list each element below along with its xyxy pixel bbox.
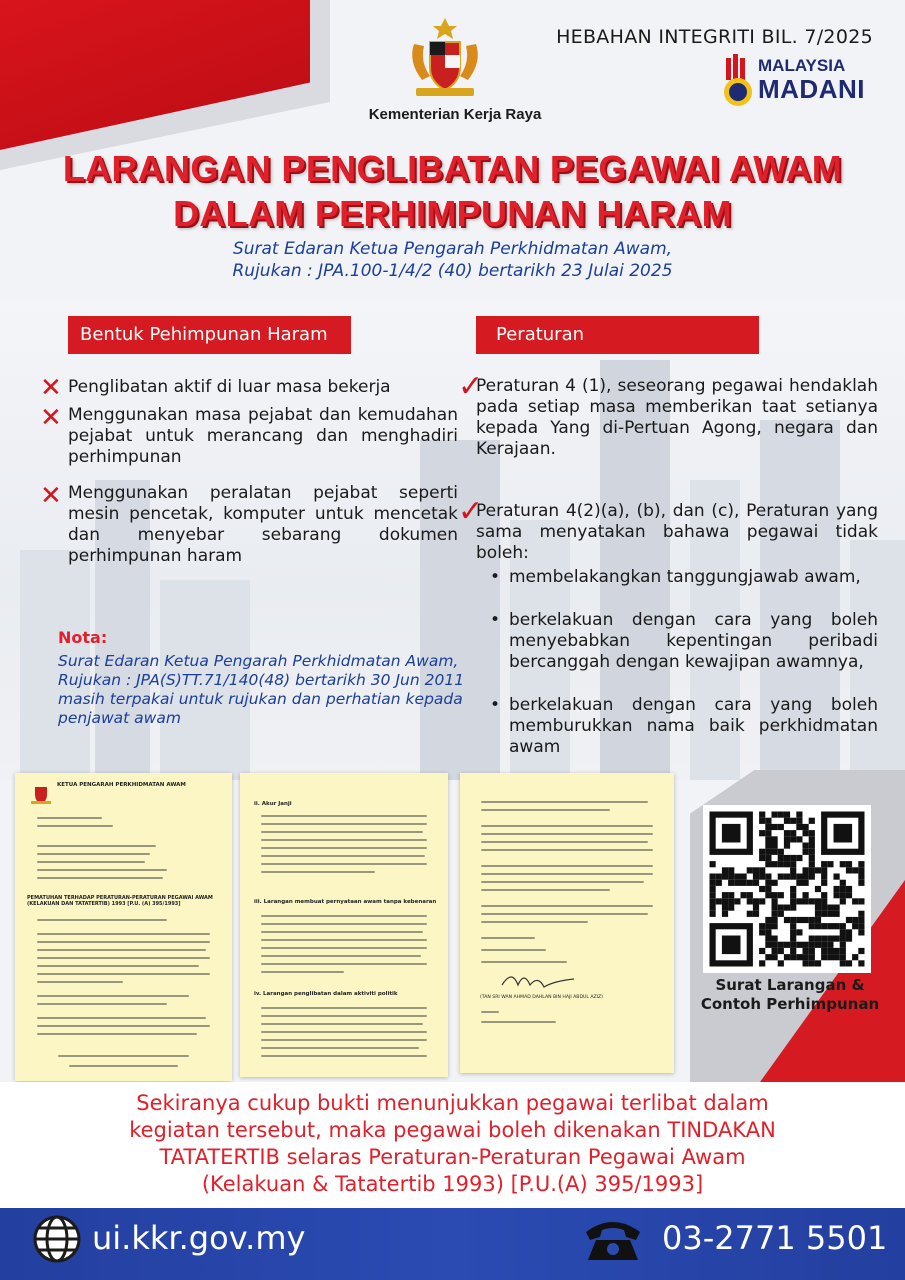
text-line: [481, 873, 652, 875]
text-line: [481, 889, 609, 891]
crest-icon: [29, 783, 53, 805]
bullet-dot: •: [490, 610, 501, 630]
section-heading-forms: Bentuk Pehimpunan Haram: [68, 316, 351, 354]
text-line: [261, 963, 427, 965]
doc2-section-2: iii. Larangan membuat pernyataan awam tanpa kebenaran: [254, 899, 437, 905]
coat-of-arms-icon: [400, 14, 490, 104]
text-line: [261, 939, 427, 941]
text-line: [261, 931, 423, 933]
text-line: [261, 1015, 427, 1017]
qr-caption: Surat Larangan & Contoh Perhimpunan: [700, 976, 880, 1013]
text-line: [37, 919, 167, 921]
document-page-3: [460, 773, 674, 1073]
text-line: [37, 869, 167, 871]
text-line: [261, 915, 427, 917]
regulation-bullet: berkelakuan dengan cara yang boleh memburukkan nama baik perkhidmatan awam: [509, 695, 878, 757]
text-line: [261, 855, 425, 857]
telephone-icon: [582, 1216, 644, 1264]
doc2-section-1: ii. Akur Janji: [254, 801, 292, 807]
text-line: [481, 949, 545, 951]
warning-line: Sekiranya cukup bukti menunjukkan pegawai terlibat dalam: [136, 1091, 769, 1115]
text-line: [37, 973, 211, 975]
cross-icon: ✕: [40, 373, 62, 403]
title-line2: DALAM PERHIMPUNAN HARAM: [173, 193, 732, 234]
text-line: [37, 845, 156, 847]
warning-line: TATATERTIB selaras Peraturan-Peraturan Pegawai Awam: [159, 1145, 746, 1169]
forms-item: Menggunakan peralatan pejabat seperti mesin pencetak, komputer untuk mencetak dan menyebar sebarang dokumen perhimpunan haram: [68, 483, 458, 566]
document-page-1: [15, 773, 232, 1081]
text-line: [37, 981, 124, 983]
globe-icon: [32, 1214, 82, 1264]
text-line: [261, 871, 375, 873]
doc1-header: KETUA PENGARAH PERKHIDMATAN AWAM: [57, 782, 186, 788]
text-line: [481, 833, 652, 835]
bullet-dot: •: [490, 695, 501, 715]
cross-icon: ✕: [40, 481, 62, 511]
text-line: [481, 1011, 498, 1013]
forms-item: Penglibatan aktif di luar masa bekerja: [68, 377, 391, 397]
phone-number[interactable]: 03-2771 5501: [662, 1219, 888, 1257]
text-line: [261, 831, 423, 833]
website-link[interactable]: ui.kkr.gov.my: [92, 1219, 306, 1257]
text-line: [37, 965, 200, 967]
forms-list: [22, 375, 462, 595]
text-line: [481, 921, 588, 923]
regulation-bullet: membelakangkan tanggungjawab awam,: [509, 567, 861, 587]
text-line: [261, 1007, 427, 1009]
text-line: [261, 815, 427, 817]
regulation-bullet: berkelakuan dengan cara yang boleh menyebabkan kepentingan peribadi bercanggah dengan kewajipan awamnya,: [509, 610, 878, 672]
regulation-paragraph-2: Peraturan 4(2)(a), (b), dan (c), Peraturan yang sama menyatakan bahawa pegawai tidak boleh:: [476, 501, 878, 563]
nota-heading: Nota:: [58, 628, 108, 647]
text-line: [37, 933, 211, 935]
doc2-section-3: iv. Larangan penglibatan dalam aktiviti politik: [254, 991, 398, 997]
text-line: [481, 801, 648, 803]
text-line: [261, 863, 427, 865]
text-line: [261, 1047, 419, 1049]
doc1-title: PEMATUHAN TERHADAP PERATURAN-PERATURAN PEGAWAI AWAM (KELAKUAN DAN TATATERTIB) 1993 [P.U. (A) 395/1993]: [27, 895, 213, 907]
signature-icon: [500, 969, 580, 991]
text-line: [37, 1003, 167, 1005]
warning-line: (Kelakuan & Tatatertib 1993) [P.U.(A) 395/1993]: [201, 1172, 704, 1196]
text-line: [37, 853, 150, 855]
malaysia-madani-logo: [720, 50, 880, 110]
text-line: [481, 905, 652, 907]
qr-code-icon: [703, 805, 871, 973]
text-line: [37, 825, 113, 827]
text-line: [481, 937, 535, 939]
text-line: [261, 823, 427, 825]
text-line: [481, 841, 648, 843]
text-line: [261, 839, 427, 841]
text-line: [481, 809, 609, 811]
section-heading-regulations: Peraturan: [476, 316, 759, 354]
text-line: [58, 1055, 188, 1057]
cross-icon: ✕: [40, 403, 62, 433]
text-line: [481, 865, 652, 867]
check-icon: ✓: [458, 494, 484, 529]
text-line: [37, 957, 211, 959]
text-line: [261, 1039, 427, 1041]
hebahan-label: HEBAHAN INTEGRITI BIL. 7/2025: [556, 26, 873, 48]
text-line: [481, 881, 644, 883]
text-line: [37, 1025, 211, 1027]
warning-text: [0, 1090, 905, 1198]
text-line: [37, 949, 206, 951]
bullet-dot: •: [490, 567, 501, 587]
text-line: [261, 847, 427, 849]
subtitle-line2: Rujukan : JPA.100-1/4/2 (40) bertarikh 23 Julai 2025: [232, 261, 673, 281]
text-line: [37, 995, 189, 997]
ministry-name: Kementerian Kerja Raya: [368, 106, 542, 123]
title-line1: LARANGAN PENGLIBATAN PEGAWAI AWAM: [62, 148, 843, 189]
text-line: [37, 877, 163, 879]
qr-code[interactable]: [703, 805, 871, 973]
subtitle-line1: Surat Edaran Ketua Pengarah Perkhidmatan Awam,: [232, 239, 673, 259]
text-line: [37, 1017, 206, 1019]
logo-malaysia: MALAYSIA: [758, 56, 846, 75]
text-line: [481, 961, 567, 963]
warning-line: kegiatan tersebut, maka pegawai boleh dikenakan TINDAKAN: [129, 1118, 776, 1142]
document-page-2: [240, 773, 448, 1077]
text-line: [481, 1021, 556, 1023]
text-line: [481, 849, 652, 851]
check-icon: ✓: [458, 369, 484, 404]
forms-item: Menggunakan masa pejabat dan kemudahan pejabat untuk merancang dan menghadiri perhimpunan: [68, 405, 458, 467]
text-line: [261, 947, 427, 949]
text-line: [261, 955, 421, 957]
text-line: [481, 913, 648, 915]
nota-text: Surat Edaran Ketua Pengarah Perkhidmatan Awam, Rujukan : JPA(S)TT.71/140(48) bertarikh 30 Jun 2011 masih terpakai untuk rujukan dan perhatian kepada penjawat awam: [58, 652, 465, 727]
logo-madani: MADANI: [758, 74, 865, 104]
text-line: [37, 1033, 198, 1035]
text-line: [261, 971, 344, 973]
text-line: [261, 1055, 427, 1057]
text-line: [37, 861, 146, 863]
text-line: [261, 923, 427, 925]
doc3-signatory: (TAN SRI WAN AHMAD DAHLAN BIN HAJI ABDUL AZIZ): [480, 995, 603, 1000]
text-line: [261, 1031, 427, 1033]
text-line: [69, 1065, 178, 1067]
regulation-paragraph-1: Peraturan 4 (1), seseorang pegawai hendaklah pada setiap masa memberikan taat setianya kepada Yang di-Pertuan Agong, negara dan Kerajaan.: [476, 376, 878, 459]
madani-emblem-icon: [720, 52, 756, 110]
text-line: [37, 817, 102, 819]
text-line: [481, 825, 652, 827]
text-line: [261, 1023, 423, 1025]
text-line: [37, 941, 211, 943]
